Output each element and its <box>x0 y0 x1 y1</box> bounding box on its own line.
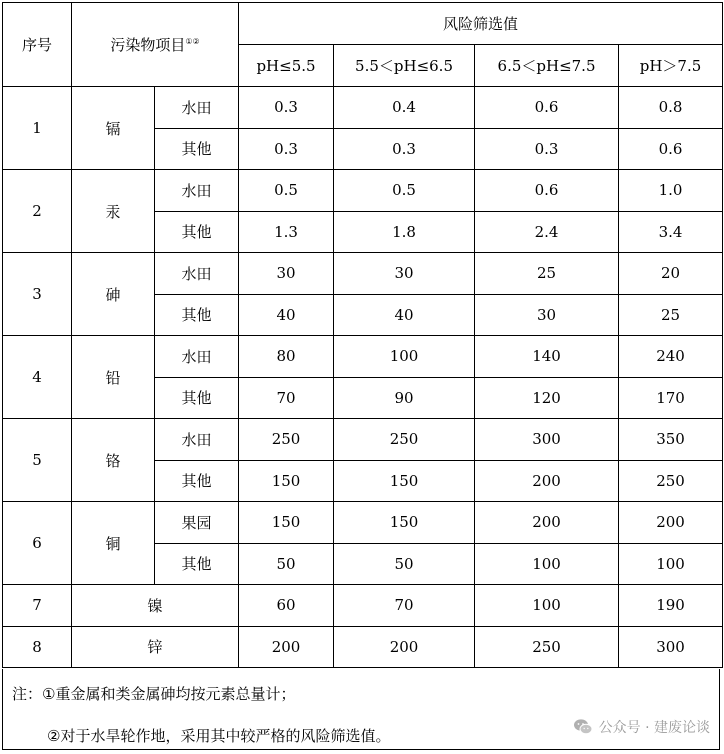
value-cell: 30 <box>334 253 475 295</box>
value-cell: 30 <box>475 294 619 336</box>
value-cell: 120 <box>475 377 619 419</box>
land-type-cell: 其他 <box>155 460 239 502</box>
value-cell: 250 <box>619 460 723 502</box>
table-row <box>3 585 723 627</box>
value-cell: 80 <box>239 336 334 378</box>
value-cell: 150 <box>239 502 334 544</box>
table-row <box>3 419 723 461</box>
header-ph-col: 5.5＜pH≤6.5 <box>334 45 475 87</box>
header-seq: 序号 <box>3 3 72 87</box>
header-ph-col: 6.5＜pH≤7.5 <box>475 45 619 87</box>
value-cell: 1.0 <box>619 170 723 212</box>
pollutant-cell: 镍 <box>72 585 239 627</box>
value-cell: 0.4 <box>334 87 475 129</box>
value-cell: 0.3 <box>239 87 334 129</box>
header-pollutant-label: 污染物项目 <box>110 36 186 54</box>
value-cell: 2.4 <box>475 211 619 253</box>
pollutant-cell: 铅 <box>72 336 155 419</box>
value-cell: 150 <box>334 460 475 502</box>
pollutant-cell: 锌 <box>72 626 239 668</box>
value-cell: 0.3 <box>475 128 619 170</box>
seq-cell: 6 <box>3 502 72 585</box>
header-pollutant-marks: ①② <box>185 37 200 46</box>
pollutant-cell: 铬 <box>72 419 155 502</box>
seq-cell: 3 <box>3 253 72 336</box>
value-cell: 200 <box>475 460 619 502</box>
seq-cell: 4 <box>3 336 72 419</box>
value-cell: 0.5 <box>239 170 334 212</box>
seq-cell: 8 <box>3 626 72 668</box>
value-cell: 200 <box>239 626 334 668</box>
value-cell: 0.8 <box>619 87 723 129</box>
land-type-cell: 果园 <box>155 502 239 544</box>
value-cell: 0.3 <box>239 128 334 170</box>
value-cell: 70 <box>334 585 475 627</box>
header-screening: 风险筛选值 <box>239 3 723 45</box>
land-type-cell: 其他 <box>155 543 239 585</box>
table-row <box>3 170 723 212</box>
value-cell: 0.6 <box>475 87 619 129</box>
land-type-cell: 其他 <box>155 211 239 253</box>
value-cell: 100 <box>334 336 475 378</box>
table-row <box>3 87 723 129</box>
value-cell: 350 <box>619 419 723 461</box>
value-cell: 100 <box>475 585 619 627</box>
note-line-2: ②对于水旱轮作地，采用其中较严格的风险筛选值。 <box>47 727 391 745</box>
value-cell: 1.8 <box>334 211 475 253</box>
value-cell: 250 <box>239 419 334 461</box>
table-row <box>3 336 723 378</box>
wechat-icon <box>573 718 593 736</box>
value-cell: 0.6 <box>475 170 619 212</box>
value-cell: 60 <box>239 585 334 627</box>
header-pollutant <box>72 3 239 87</box>
land-type-cell: 水田 <box>155 253 239 295</box>
seq-cell: 5 <box>3 419 72 502</box>
value-cell: 40 <box>334 294 475 336</box>
value-cell: 150 <box>334 502 475 544</box>
pollutant-cell: 铜 <box>72 502 155 585</box>
table-row <box>3 502 723 544</box>
value-cell: 3.4 <box>619 211 723 253</box>
watermark-text: 公众号 · 建废论谈 <box>598 720 710 736</box>
value-cell: 90 <box>334 377 475 419</box>
value-cell: 25 <box>475 253 619 295</box>
table-row <box>3 626 723 668</box>
land-type-cell: 水田 <box>155 170 239 212</box>
value-cell: 25 <box>619 294 723 336</box>
value-cell: 250 <box>334 419 475 461</box>
land-type-cell: 其他 <box>155 294 239 336</box>
value-cell: 0.3 <box>334 128 475 170</box>
land-type-cell: 水田 <box>155 419 239 461</box>
notes-box <box>2 669 720 750</box>
value-cell: 100 <box>619 543 723 585</box>
value-cell: 300 <box>619 626 723 668</box>
value-cell: 0.6 <box>619 128 723 170</box>
seq-cell: 7 <box>3 585 72 627</box>
value-cell: 150 <box>239 460 334 502</box>
value-cell: 20 <box>619 253 723 295</box>
header-ph-col: pH≤5.5 <box>239 45 334 87</box>
value-cell: 0.5 <box>334 170 475 212</box>
pollutant-cell: 镉 <box>72 87 155 170</box>
header-ph-col: pH＞7.5 <box>619 45 723 87</box>
value-cell: 30 <box>239 253 334 295</box>
note-line-1: 注：①重金属和类金属砷均按元素总量计； <box>12 685 296 703</box>
value-cell: 200 <box>619 502 723 544</box>
seq-cell: 1 <box>3 87 72 170</box>
value-cell: 200 <box>475 502 619 544</box>
value-cell: 40 <box>239 294 334 336</box>
land-type-cell: 水田 <box>155 336 239 378</box>
value-cell: 100 <box>475 543 619 585</box>
seq-cell: 2 <box>3 170 72 253</box>
table-row <box>3 253 723 295</box>
risk-screening-table <box>2 2 723 668</box>
land-type-cell: 其他 <box>155 377 239 419</box>
value-cell: 200 <box>334 626 475 668</box>
land-type-cell: 其他 <box>155 128 239 170</box>
value-cell: 170 <box>619 377 723 419</box>
value-cell: 240 <box>619 336 723 378</box>
land-type-cell: 水田 <box>155 87 239 129</box>
pollutant-cell: 砷 <box>72 253 155 336</box>
pollutant-cell: 汞 <box>72 170 155 253</box>
value-cell: 50 <box>239 543 334 585</box>
value-cell: 70 <box>239 377 334 419</box>
value-cell: 50 <box>334 543 475 585</box>
value-cell: 190 <box>619 585 723 627</box>
value-cell: 140 <box>475 336 619 378</box>
value-cell: 250 <box>475 626 619 668</box>
value-cell: 1.3 <box>239 211 334 253</box>
value-cell: 300 <box>475 419 619 461</box>
watermark <box>573 717 710 737</box>
